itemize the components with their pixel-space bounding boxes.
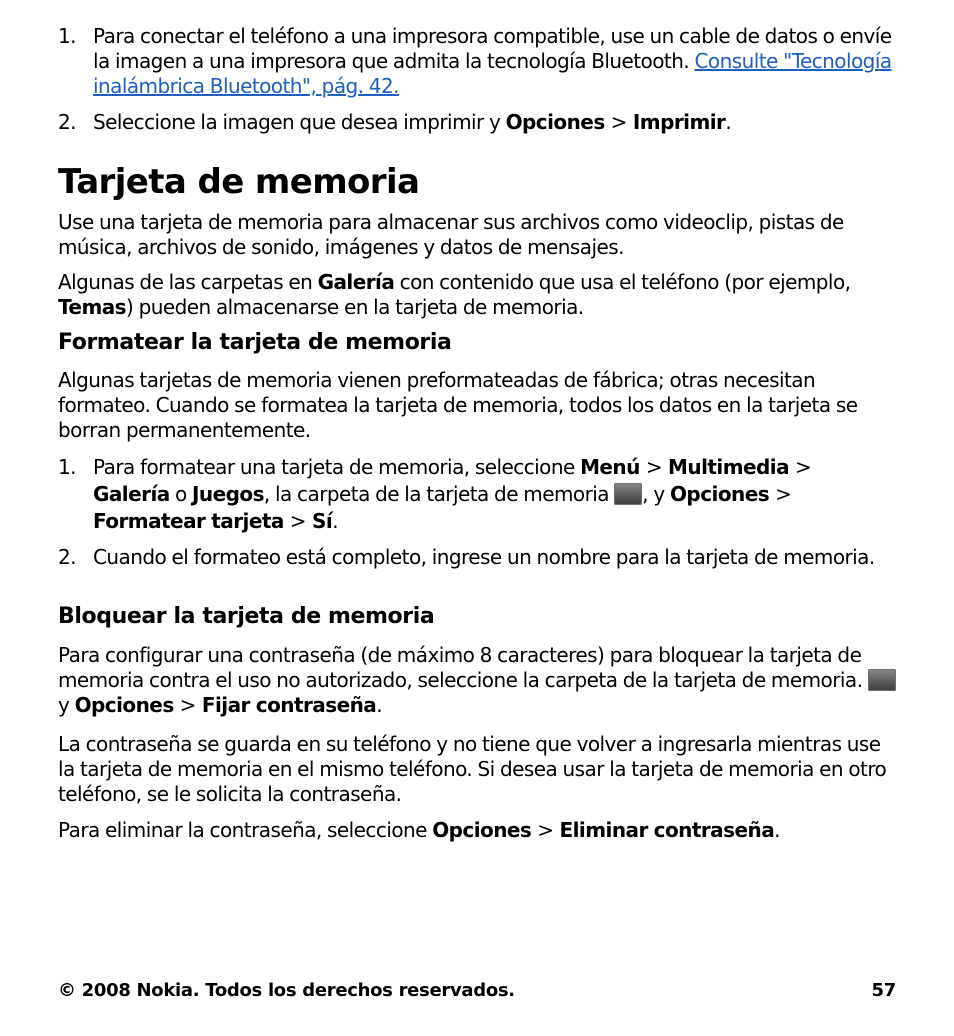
list-item-2 (58, 110, 898, 135)
format-intro (58, 368, 898, 443)
text: con contenido que usa el teléfono (por ejemplo, (394, 270, 851, 294)
memory-card-folder-icon (868, 669, 896, 691)
menu-option-juegos: Juegos (192, 482, 264, 506)
menu-separator: > (610, 110, 627, 134)
punctuation: . (332, 509, 338, 533)
format-step-1 (58, 454, 898, 535)
punctuation: . (774, 818, 780, 842)
list-number: 2. (58, 110, 76, 134)
text: Algunas de las carpetas en (58, 270, 318, 294)
menu-option-multimedia: Multimedia (668, 455, 790, 479)
gallery-paragraph (58, 270, 898, 320)
text: , y (642, 482, 670, 506)
copyright-notice: © 2008 Nokia. Todos los derechos reservados. (58, 980, 515, 1001)
menu-option-opciones: Opciones (669, 482, 770, 506)
menu-option-opciones: Opciones (432, 818, 532, 842)
list-item-text: Para conectar el teléfono a una impresora compatible, use un cable de datos o envíe la imagen a una impresora que admita la tecnología Bluetooth. (93, 24, 892, 73)
lock-heading: Bloquear la tarjeta de memoria (58, 604, 435, 629)
list-number: 1. (58, 24, 76, 48)
list-number: 1. (58, 455, 76, 479)
list-item-1 (58, 24, 898, 99)
section-title: Tarjeta de memoria (58, 162, 420, 202)
menu-separator: > (179, 693, 196, 717)
punctuation: . (376, 693, 383, 717)
text: , la carpeta de la tarjeta de memoria (263, 482, 615, 506)
menu-option-galeria: Galería (93, 482, 170, 506)
format-step-2 (58, 545, 898, 570)
menu-option-opciones: Opciones (74, 693, 174, 717)
text: y (58, 693, 75, 717)
text: ) pueden almacenarse en la tarjeta de memoria. (126, 295, 584, 319)
memory-card-folder-icon (614, 483, 642, 505)
menu-option-fijar-contrasena: Fijar contraseña (201, 693, 377, 717)
lock-paragraph-3 (58, 818, 898, 843)
lock-text: La contraseña se guarda en su teléfono y no tiene que volver a ingresarla mientras use la tarjeta de memoria en el mismo teléfono. Si desea usar la tarjeta de memoria en otro teléfono, se le solicita la contraseña. (58, 732, 887, 806)
menu-option-menu: Menú (580, 455, 640, 479)
menu-separator: > (289, 509, 307, 533)
lock-paragraph-2 (58, 732, 898, 807)
punctuation: . (725, 110, 732, 134)
lock-paragraph-1 (58, 643, 898, 718)
format-intro-text: Algunas tarjetas de memoria vienen preformateadas de fábrica; otras necesitan formateo. Cuando se formatea la tarjeta de memoria, todos los datos en la tarjeta se borran permanentemente. (58, 368, 858, 442)
page-footer (58, 980, 896, 1001)
menu-option-imprimir: Imprimir (632, 110, 726, 134)
format-heading: Formatear la tarjeta de memoria (58, 330, 452, 355)
text: Para configurar una contraseña (de máximo 8 caracteres) para bloquear la tarjeta de memoria contra el uso no autorizado, seleccione la carpeta de la tarjeta de memoria. (58, 643, 868, 692)
menu-separator: > (645, 455, 663, 479)
menu-option-si: Sí (312, 509, 333, 533)
menu-option-temas: Temas (58, 295, 127, 319)
menu-option-eliminar-contrasena: Eliminar contraseña (559, 818, 775, 842)
list-item-text: Seleccione la imagen que desea imprimir y (93, 110, 506, 134)
list-item-text: Cuando el formateo está completo, ingrese un nombre para la tarjeta de memoria. (93, 545, 875, 569)
intro-paragraph (58, 210, 898, 260)
menu-separator: > (775, 482, 792, 506)
menu-option-formatear-tarjeta: Formatear tarjeta (93, 509, 284, 533)
menu-option-galeria: Galería (317, 270, 395, 294)
text: Para eliminar la contraseña, seleccione (58, 818, 433, 842)
bluetooth-reference-link[interactable]: Consulte "Tecnología inalámbrica Bluetooth", pág. 42. (93, 49, 892, 98)
menu-separator: > (537, 818, 554, 842)
intro-text: Use una tarjeta de memoria para almacenar sus archivos como videoclip, pistas de música, archivos de sonido, imágenes y datos de mensajes. (58, 210, 844, 259)
text: Para formatear una tarjeta de memoria, seleccione (93, 455, 581, 479)
menu-separator: > (795, 455, 812, 479)
page-number: 57 (871, 980, 896, 1001)
list-number: 2. (58, 545, 76, 569)
text: o (169, 482, 193, 506)
menu-option-opciones: Opciones (505, 110, 605, 134)
